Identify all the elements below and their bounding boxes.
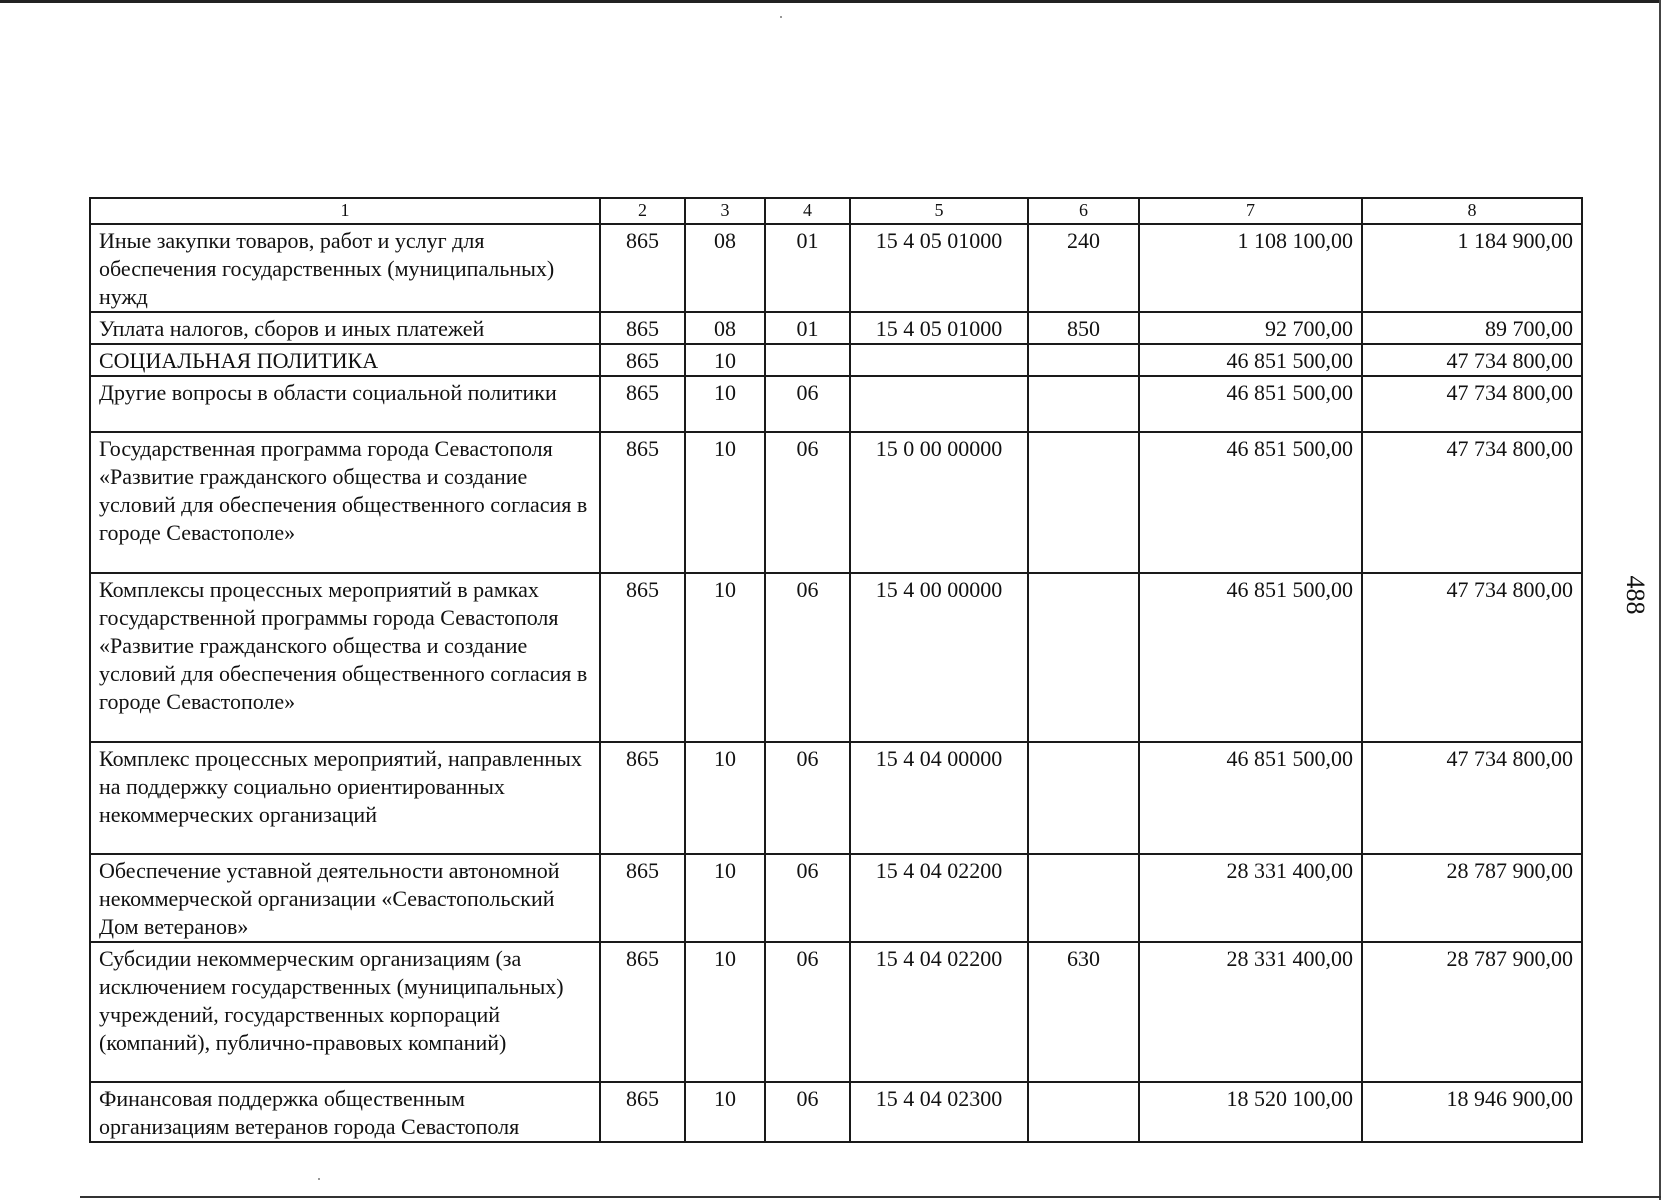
table-row bbox=[90, 854, 1582, 942]
amount-col-8: 47 734 800,00 bbox=[1362, 344, 1582, 376]
row-description: Обеспечение уставной деятельности автономной некоммерческой организации «Севастопольский Дом ветеранов» bbox=[90, 854, 600, 942]
amount-col-8: 18 946 900,00 bbox=[1362, 1082, 1582, 1142]
table-row bbox=[90, 312, 1582, 344]
subsection-code: 01 bbox=[765, 312, 850, 344]
section-code: 10 bbox=[685, 573, 765, 742]
target-article-code: 15 4 04 02200 bbox=[850, 854, 1028, 942]
section-code: 10 bbox=[685, 432, 765, 573]
column-number-header bbox=[90, 198, 1582, 224]
header-cell: 8 bbox=[1362, 198, 1582, 224]
row-description: Иные закупки товаров, работ и услуг для обеспечения государственных (муниципальных) нужд bbox=[90, 224, 600, 312]
expense-type-code bbox=[1028, 344, 1139, 376]
target-article-code: 15 4 05 01000 bbox=[850, 224, 1028, 312]
scan-speck bbox=[318, 1178, 320, 1180]
row-description: Комплекс процессных мероприятий, направленных на поддержку социально ориентированных некоммерческих организаций bbox=[90, 742, 600, 854]
page-number: 488 bbox=[1621, 575, 1650, 615]
target-article-code: 15 4 00 00000 bbox=[850, 573, 1028, 742]
table-row bbox=[90, 942, 1582, 1082]
header-cell: 2 bbox=[600, 198, 685, 224]
table-row bbox=[90, 1082, 1582, 1142]
section-code: 10 bbox=[685, 854, 765, 942]
expense-type-code bbox=[1028, 573, 1139, 742]
section-code: 10 bbox=[685, 344, 765, 376]
expense-type-code: 850 bbox=[1028, 312, 1139, 344]
subsection-code: 06 bbox=[765, 376, 850, 432]
ministry-code: 865 bbox=[600, 854, 685, 942]
row-description: Другие вопросы в области социальной политики bbox=[90, 376, 600, 432]
table-row bbox=[90, 344, 1582, 376]
target-article-code: 15 4 04 02200 bbox=[850, 942, 1028, 1082]
target-article-code: 15 0 00 00000 bbox=[850, 432, 1028, 573]
ministry-code: 865 bbox=[600, 942, 685, 1082]
section-code: 08 bbox=[685, 224, 765, 312]
header-cell: 5 bbox=[850, 198, 1028, 224]
ministry-code: 865 bbox=[600, 742, 685, 854]
subsection-code: 06 bbox=[765, 742, 850, 854]
table-row bbox=[90, 432, 1582, 573]
ministry-code: 865 bbox=[600, 1082, 685, 1142]
expense-type-code bbox=[1028, 854, 1139, 942]
ministry-code: 865 bbox=[600, 432, 685, 573]
expense-type-code bbox=[1028, 742, 1139, 854]
amount-col-8: 47 734 800,00 bbox=[1362, 573, 1582, 742]
subsection-code: 06 bbox=[765, 1082, 850, 1142]
subsection-code bbox=[765, 344, 850, 376]
section-code: 10 bbox=[685, 1082, 765, 1142]
header-cell: 7 bbox=[1139, 198, 1362, 224]
row-description: Комплексы процессных мероприятий в рамках государственной программы города Севастополя «Развитие гражданского общества и создание условий для обеспечения общественного согласия в городе Севастополе» bbox=[90, 573, 600, 742]
ministry-code: 865 bbox=[600, 344, 685, 376]
target-article-code: 15 4 05 01000 bbox=[850, 312, 1028, 344]
expense-type-code: 240 bbox=[1028, 224, 1139, 312]
section-code: 10 bbox=[685, 742, 765, 854]
amount-col-8: 47 734 800,00 bbox=[1362, 432, 1582, 573]
expense-type-code: 630 bbox=[1028, 942, 1139, 1082]
amount-col-7: 46 851 500,00 bbox=[1139, 344, 1362, 376]
row-description: Уплата налогов, сборов и иных платежей bbox=[90, 312, 600, 344]
subsection-code: 06 bbox=[765, 854, 850, 942]
table-row bbox=[90, 376, 1582, 432]
target-article-code: 15 4 04 02300 bbox=[850, 1082, 1028, 1142]
section-code: 10 bbox=[685, 942, 765, 1082]
header-cell: 3 bbox=[685, 198, 765, 224]
subsection-code: 01 bbox=[765, 224, 850, 312]
target-article-code bbox=[850, 376, 1028, 432]
row-description: Финансовая поддержка общественным организациям ветеранов города Севастополя bbox=[90, 1082, 600, 1142]
row-description: Субсидии некоммерческим организациям (за исключением государственных (муниципальных) учреждений, государственных корпораций (компаний), публично-правовых компаний) bbox=[90, 942, 600, 1082]
amount-col-8: 1 184 900,00 bbox=[1362, 224, 1582, 312]
amount-col-7: 28 331 400,00 bbox=[1139, 942, 1362, 1082]
ministry-code: 865 bbox=[600, 224, 685, 312]
expense-type-code bbox=[1028, 432, 1139, 573]
amount-col-7: 46 851 500,00 bbox=[1139, 432, 1362, 573]
table-row bbox=[90, 224, 1582, 312]
scan-speck bbox=[780, 16, 782, 18]
subsection-code: 06 bbox=[765, 432, 850, 573]
amount-col-8: 28 787 900,00 bbox=[1362, 942, 1582, 1082]
target-article-code: 15 4 04 00000 bbox=[850, 742, 1028, 854]
header-cell: 6 bbox=[1028, 198, 1139, 224]
amount-col-8: 89 700,00 bbox=[1362, 312, 1582, 344]
header-cell: 1 bbox=[90, 198, 600, 224]
amount-col-7: 92 700,00 bbox=[1139, 312, 1362, 344]
target-article-code bbox=[850, 344, 1028, 376]
amount-col-7: 46 851 500,00 bbox=[1139, 376, 1362, 432]
subsection-code: 06 bbox=[765, 573, 850, 742]
amount-col-7: 46 851 500,00 bbox=[1139, 742, 1362, 854]
amount-col-7: 1 108 100,00 bbox=[1139, 224, 1362, 312]
table-row bbox=[90, 573, 1582, 742]
section-code: 10 bbox=[685, 376, 765, 432]
header-cell: 4 bbox=[765, 198, 850, 224]
amount-col-8: 47 734 800,00 bbox=[1362, 376, 1582, 432]
section-code: 08 bbox=[685, 312, 765, 344]
amount-col-7: 18 520 100,00 bbox=[1139, 1082, 1362, 1142]
row-description: Государственная программа города Севастополя «Развитие гражданского общества и создание условий для обеспечения общественного согласия в городе Севастополе» bbox=[90, 432, 600, 573]
scan-bottom-edge bbox=[80, 1196, 1661, 1198]
ministry-code: 865 bbox=[600, 376, 685, 432]
subsection-code: 06 bbox=[765, 942, 850, 1082]
ministry-code: 865 bbox=[600, 312, 685, 344]
amount-col-8: 28 787 900,00 bbox=[1362, 854, 1582, 942]
budget-table bbox=[89, 197, 1583, 1143]
ministry-code: 865 bbox=[600, 573, 685, 742]
amount-col-7: 46 851 500,00 bbox=[1139, 573, 1362, 742]
expense-type-code bbox=[1028, 376, 1139, 432]
scan-top-edge bbox=[0, 0, 1661, 3]
amount-col-8: 47 734 800,00 bbox=[1362, 742, 1582, 854]
table-row bbox=[90, 742, 1582, 854]
expense-type-code bbox=[1028, 1082, 1139, 1142]
amount-col-7: 28 331 400,00 bbox=[1139, 854, 1362, 942]
row-description: СОЦИАЛЬНАЯ ПОЛИТИКА bbox=[90, 344, 600, 376]
